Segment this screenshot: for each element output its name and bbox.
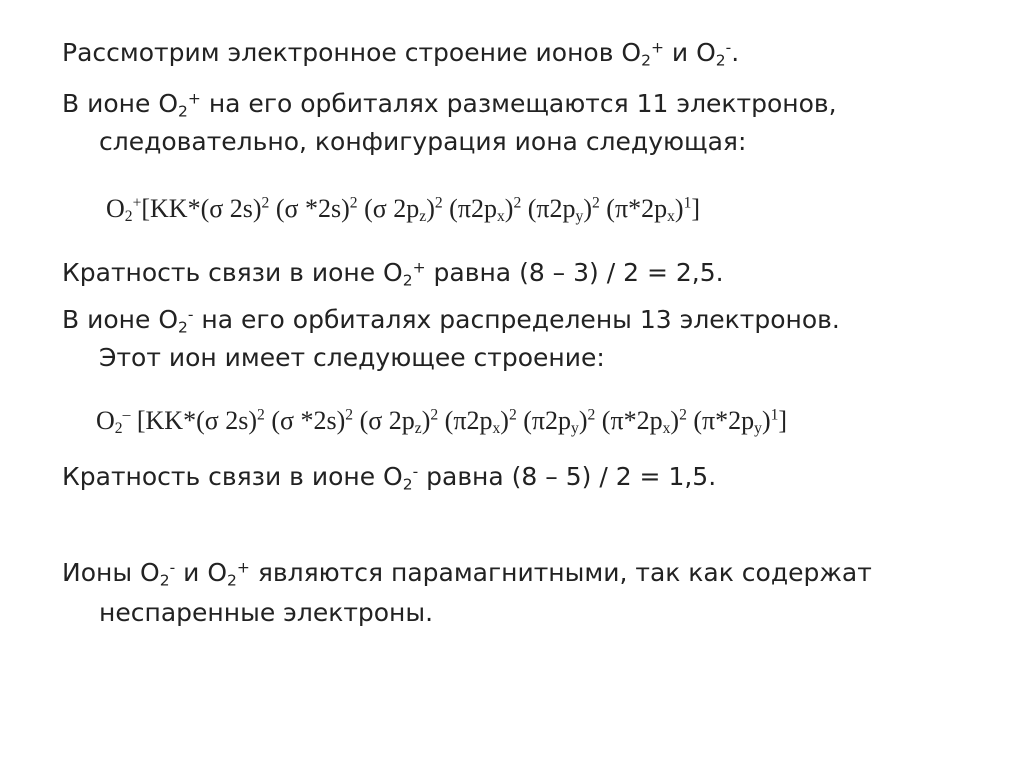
o2-minus-electrons-line: В ионе $O_2^-$ на его орбиталях распределены 13 электронов.: [62, 305, 840, 337]
paramagnetic-line-2: неспаренные электроны.: [99, 598, 434, 627]
intro-line: Рассмотрим электронное строение ионов $O_2^+$ и $O_2^-$.: [62, 38, 740, 70]
o2-minus-structure-intro: Этот ион имеет следующее строение:: [99, 343, 605, 372]
o2-plus-bond-order: Кратность связи в ионе $O_2^+$ равна (8 – 3) / 2 = 2,5.: [62, 258, 724, 290]
o2-plus-electrons-line: В ионе $O_2^+$ на его орбиталях размещаются 11 электронов,: [62, 89, 837, 121]
o2-minus-formula: $O_2^-$ [KK*(σ 2s)$^2$ (σ *2s)$^2$ (σ $2p_z)^2$ $(\pi 2p_x)^2$ $(\pi 2p_y)^2$ $(\pi*2p_x)^2$ $(\pi*2p_y)^1$]: [96, 406, 788, 437]
o2-minus-bond-order: Кратность связи в ионе $O_2^-$ равна (8 – 5) / 2 = 1,5.: [62, 462, 717, 494]
paramagnetic-line: Ионы $O_2^-$ и $O_2^+$ являются парамагнитными, так как содержат: [62, 558, 872, 590]
o2-plus-formula: $O_2^+[KK*(\sigma$ 2s)$^2$ (σ *2s)$^2$ (σ $2p_z)^2$ $(\pi 2p_x)^2$ $(\pi 2p_y)^2$ $(\pi*2p_x)^1$]: [106, 194, 701, 225]
o2-plus-config-intro: следовательно, конфигурация иона следующая:: [99, 127, 747, 156]
